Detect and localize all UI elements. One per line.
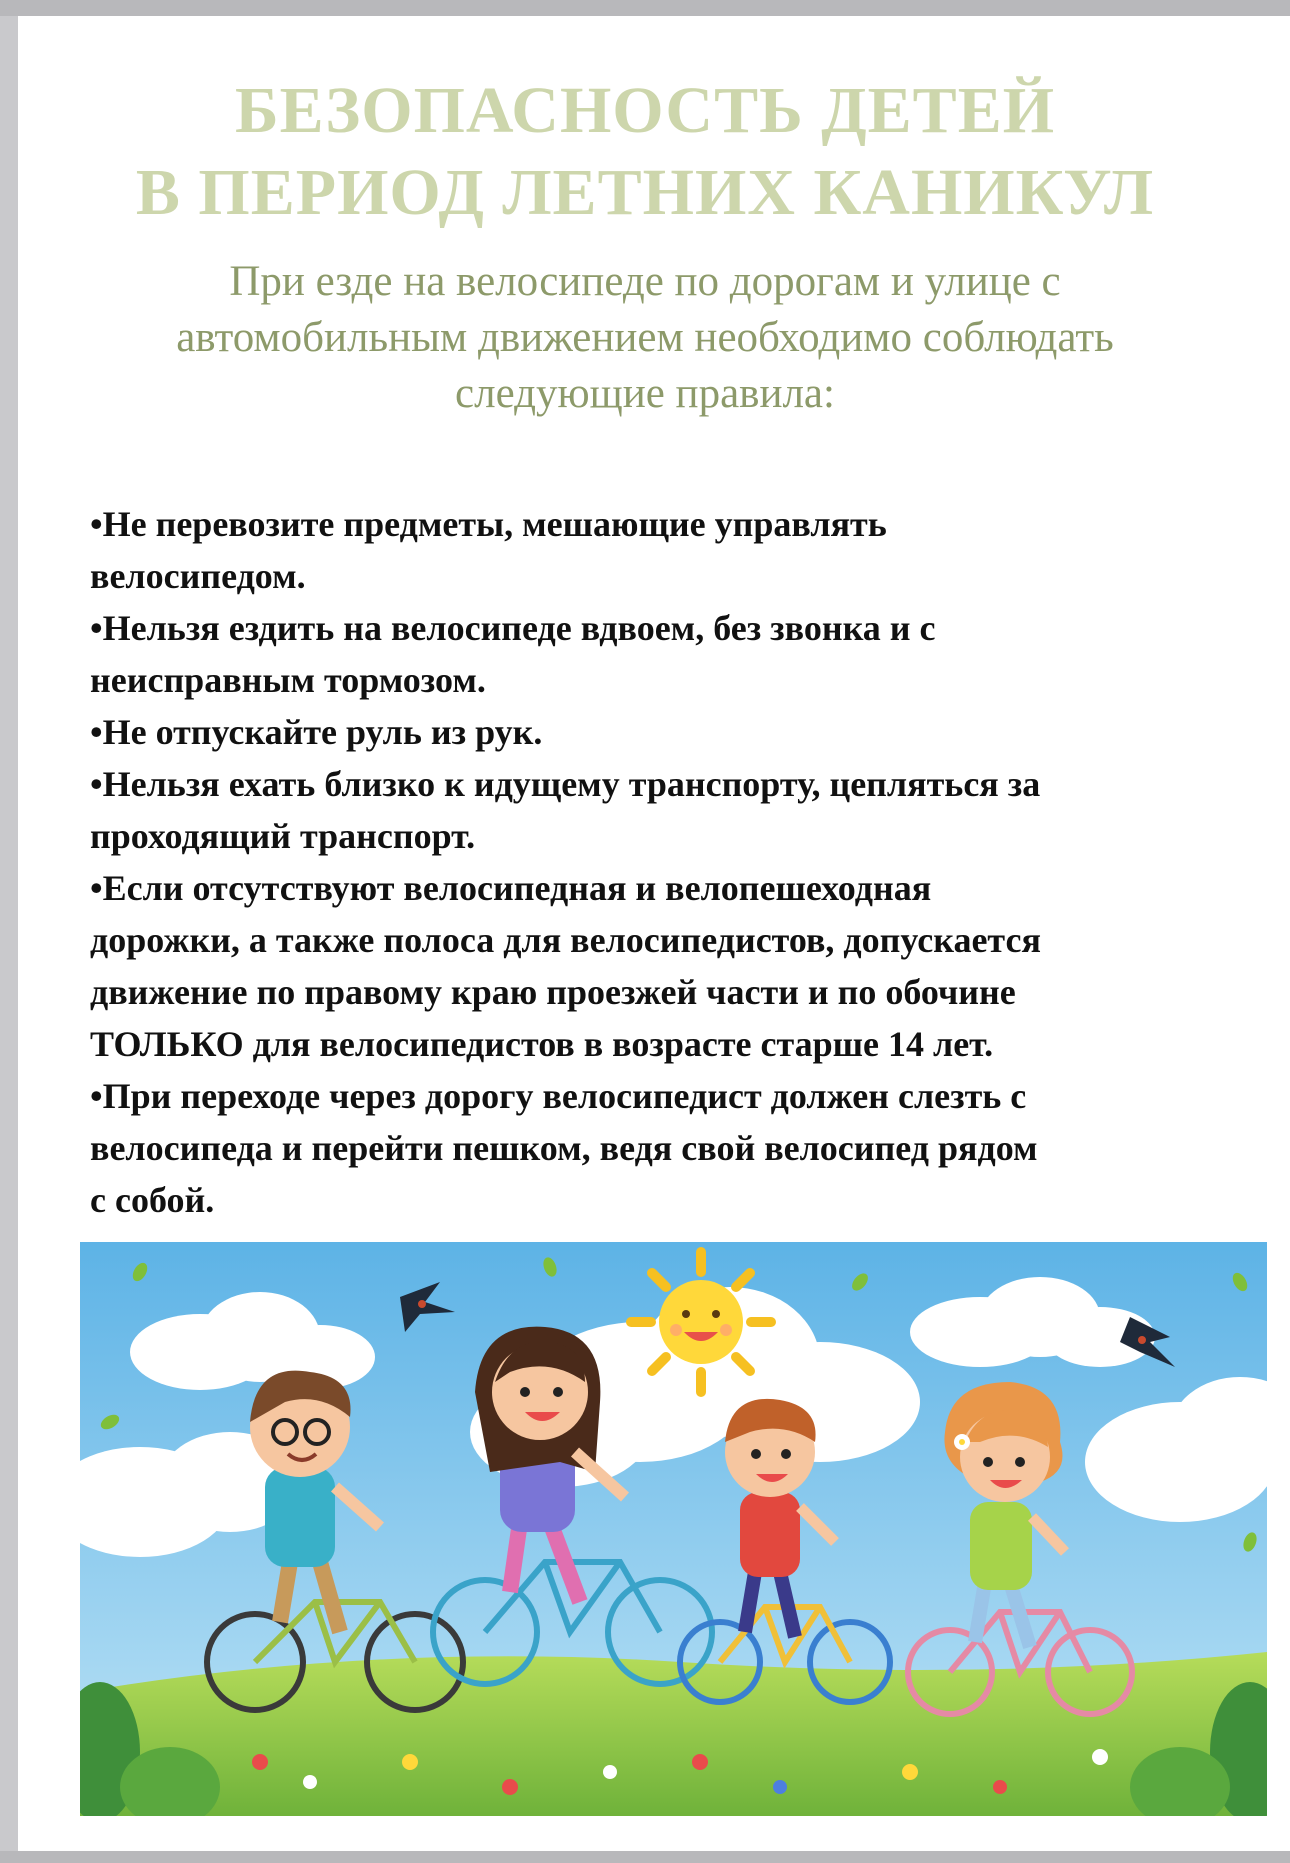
rule-line: дорожки, а также полоса для велосипедистов, допускается xyxy=(90,920,1042,960)
rule-line: •Не отпускайте руль из рук. xyxy=(90,712,543,752)
page-title-line-1: БЕЗОПАСНОСТЬ ДЕТЕЙ xyxy=(234,74,1056,147)
top-frame-strip xyxy=(0,0,1290,16)
page-title xyxy=(0,70,1290,234)
rule-line: •Нельзя ехать близко к идущему транспорту, цепляться за xyxy=(90,764,1041,804)
bottom-frame-strip xyxy=(0,1851,1290,1863)
rule-line: ТОЛЬКО для велосипедистов в возрасте старше 14 лет. xyxy=(90,1024,994,1064)
rule-line: •Если отсутствуют велосипедная и велопешеходная xyxy=(90,868,932,908)
page-title-line-2: В ПЕРИОД ЛЕТНИХ КАНИКУЛ xyxy=(135,156,1155,229)
kids-on-bicycles-illustration xyxy=(80,1242,1267,1816)
rule-line: с собой. xyxy=(90,1180,215,1220)
illustration-svg xyxy=(80,1242,1267,1816)
grass-field xyxy=(80,1652,1267,1816)
flower-icon xyxy=(954,1434,970,1450)
rule-line: велосипеда и перейти пешком, ведя свой велосипед рядом xyxy=(90,1128,1038,1168)
rule-item xyxy=(90,758,1250,862)
rule-line: проходящий транспорт. xyxy=(90,816,476,856)
rule-line: •Нельзя ездить на велосипеде вдвоем, без звонка и с xyxy=(90,608,936,648)
sun-icon xyxy=(631,1252,771,1392)
rule-line: •Не перевозите предметы, мешающие управлять xyxy=(90,504,887,544)
rule-line: движение по правому краю проезжей части и по обочине xyxy=(90,972,1016,1012)
rule-item xyxy=(90,1070,1250,1226)
subtitle-line-1: При езде на велосипеде по дорогам и улице с xyxy=(229,258,1061,305)
rule-item xyxy=(90,498,1250,602)
subtitle-line-3: следующие правила: xyxy=(455,370,835,417)
rule-line: •При переходе через дорогу велосипедист должен слезть с xyxy=(90,1076,1027,1116)
rule-item xyxy=(90,862,1250,1070)
rule-item xyxy=(90,602,1250,706)
rule-item xyxy=(90,706,1250,758)
subtitle-line-2: автомобильным движением необходимо соблюдать xyxy=(176,314,1114,361)
rule-line: велосипедом. xyxy=(90,556,306,596)
rules-list xyxy=(90,498,1250,1226)
page-subtitle xyxy=(0,254,1290,422)
rule-line: неисправным тормозом. xyxy=(90,660,486,700)
